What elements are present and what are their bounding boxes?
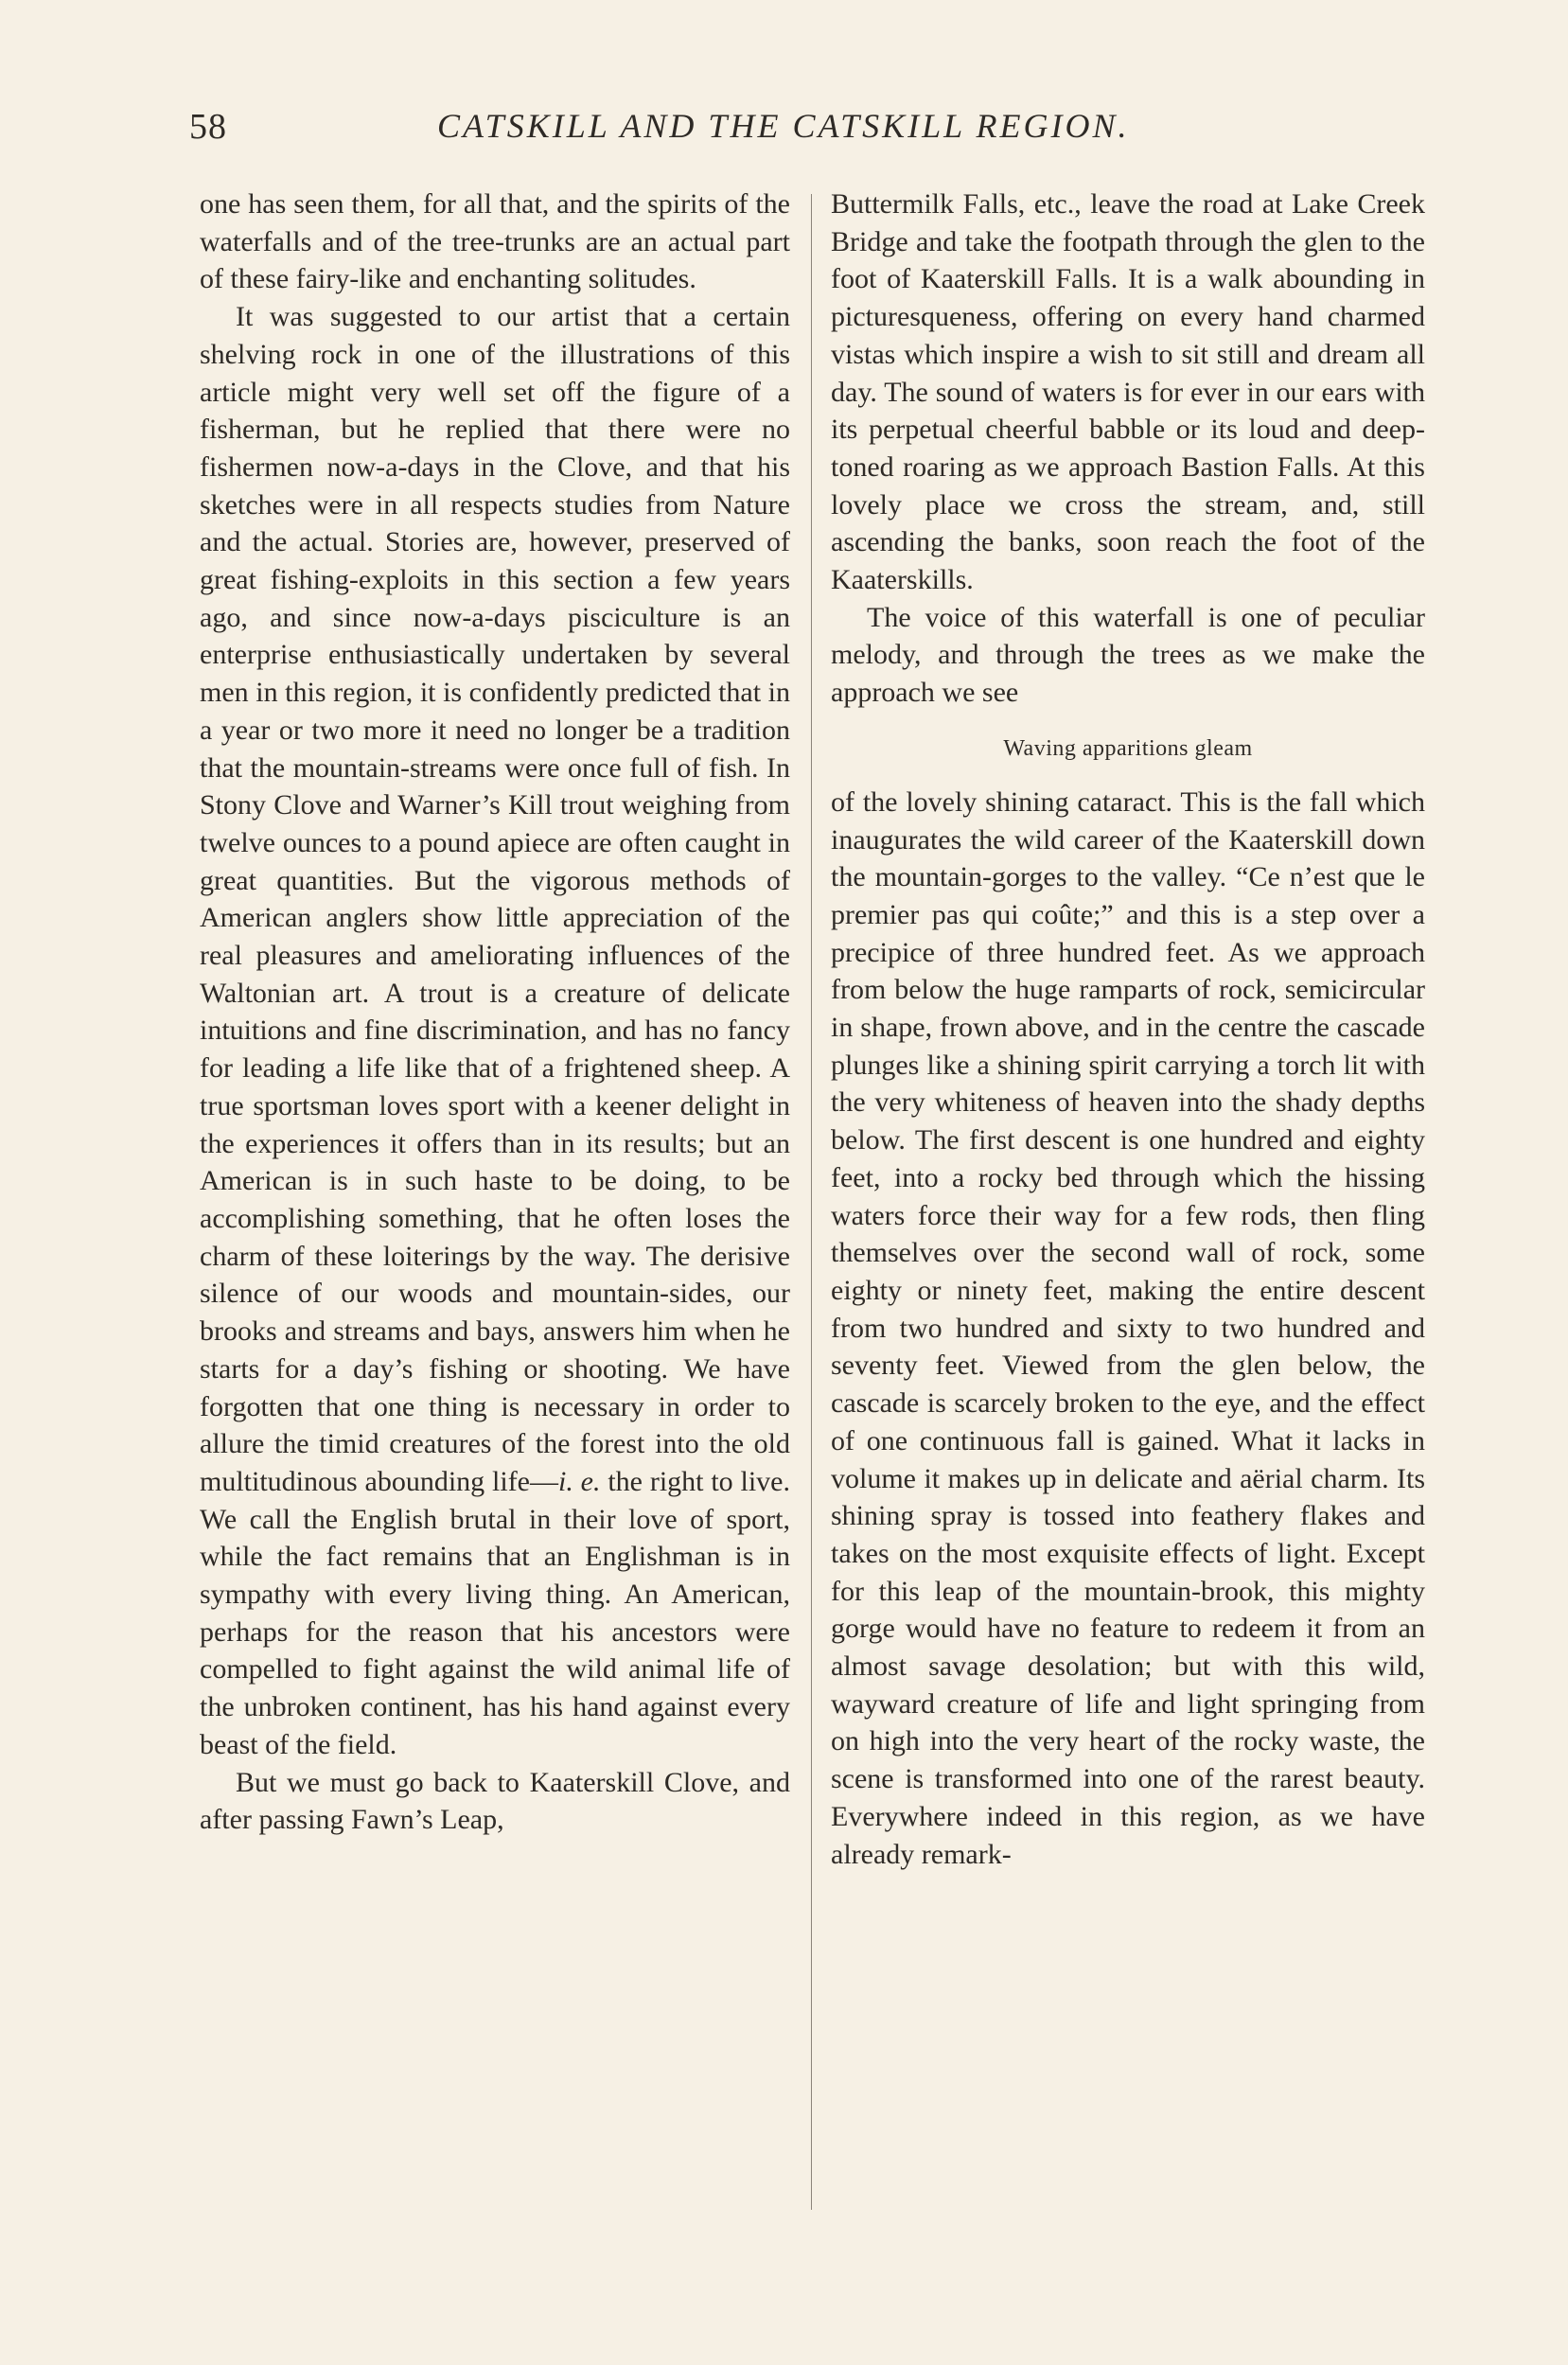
page-number: 58 xyxy=(189,107,227,147)
italic-abbreviation: i. e. xyxy=(558,1465,601,1497)
paragraph: one has seen them, for all that, and the spirits of the waterfalls and of the tree-trunks are an actual part of these fairy-like and enchanting solitudes. xyxy=(200,188,790,295)
right-column xyxy=(831,185,1425,1873)
left-column xyxy=(200,185,790,1839)
paragraph: of the lovely shining cataract. This is the fall which inaugurates the wild career of the Kaaterskill down the mountain-gorges to the valley. “Ce n’est que le premier pas qui coûte;” and this is a step over a precipice of three hundred feet. As we approach from below the huge ramparts of rock, semicircular in shape, frown above, and in the centre the cascade plunges like a shining spirit carrying a torch lit with the very whiteness of heaven into the shady depths below. The first descent is one hundred and eighty feet, into a rocky bed through which the hissing waters force their way for a few rods, then fling themselves over the second wall of rock, some eighty or ninety feet, making the entire descent from two hundred and sixty to two hundred and seventy feet. Viewed from the glen below, the cascade is scarcely broken to the eye, and the effect of one continuous fall is gained. What it lacks in volume it makes up in delicate and aërial charm. Its shining spray is tossed into feathery flakes and takes on the most exquisite effects of light. Except for this leap of the mountain-brook, this mighty gorge would have no feature to redeem it from an almost savage desolation; but with this wild, wayward creature of life and light springing from on high into the very heart of the rocky waste, the scene is transformed into one of the rarest beauty. Everywhere indeed in this region, as we have already remark- xyxy=(831,785,1425,1870)
paragraph: But we must go back to Kaaterskill Clove, and after passing Fawn’s Leap, xyxy=(200,1766,790,1836)
paragraph: The voice of this waterfall is one of peculiar melody, and through the trees as we make the approach we see xyxy=(831,601,1425,709)
verse-quotation: Waving apparitions gleam xyxy=(1003,735,1253,761)
paragraph-text: the right to live. We call the English brutal in their love of sport, while the fact remains that an Englishman is in sympathy with every living thing. An American, perhaps for the reason that his ancestors were compelled to fight against the wild animal life of the unbroken continent, has his hand against every beast of the field. xyxy=(200,1465,790,1760)
paragraph xyxy=(200,298,790,1763)
paragraph-text: It was suggested to our artist that a certain shelving rock in one of the illustrations of this article might very well set off the figure of a fisherman, but he replied that there were no fishermen now-a-days in the Clove, and that his sketches were in all respects studies from Nature and the actual. Stories are, however, preserved of great fishing-exploits in this section a few years ago, and since now-a-days pisciculture is an enterprise enthusiastically undertaken by several men in this region, it is confidently predicted that in a year or two more it need no longer be a tradition that the mountain-streams were once full of fish. In Stony Clove and Warner’s Kill trout weighing from twelve ounces to a pound apiece are often caught in great quantities. But the vigorous methods of American anglers show little appreciation of the real pleasures and ameliorating influences of the Waltonian art. A trout is a creature of delicate intuitions and fine discrimination, and has no fancy for leading a life like that of a frightened sheep. A true sportsman loves sport with a keener delight in the experiences it offers than in its results; but an American is in such haste to be doing, to be accomplishing something, that he often loses the charm of these loiterings by the way. The derisive silence of our woods and mountain-sides, our brooks and streams and bays, answers him when he starts for a day’s fishing or shooting. We have forgotten that one thing is necessary in order to allure the timid creatures of the forest into the old multitudinous abounding life— xyxy=(200,301,790,1497)
column-divider xyxy=(811,194,812,2210)
paragraph: Buttermilk Falls, etc., leave the road at Lake Creek Bridge and take the footpath through the glen to the foot of Kaaterskill Falls. It is a walk abounding in picturesqueness, offering on every hand charmed vistas which inspire a wish to sit still and dream all day. The sound of waters is for ever in our ears with its perpetual cheerful babble or its loud and deep-toned roaring as we approach Bastion Falls. At this lovely place we cross the stream, and, still ascending the banks, soon reach the foot of the Kaaterskills. xyxy=(831,188,1425,596)
running-head: CATSKILL AND THE CATSKILL REGION. xyxy=(437,107,1130,145)
